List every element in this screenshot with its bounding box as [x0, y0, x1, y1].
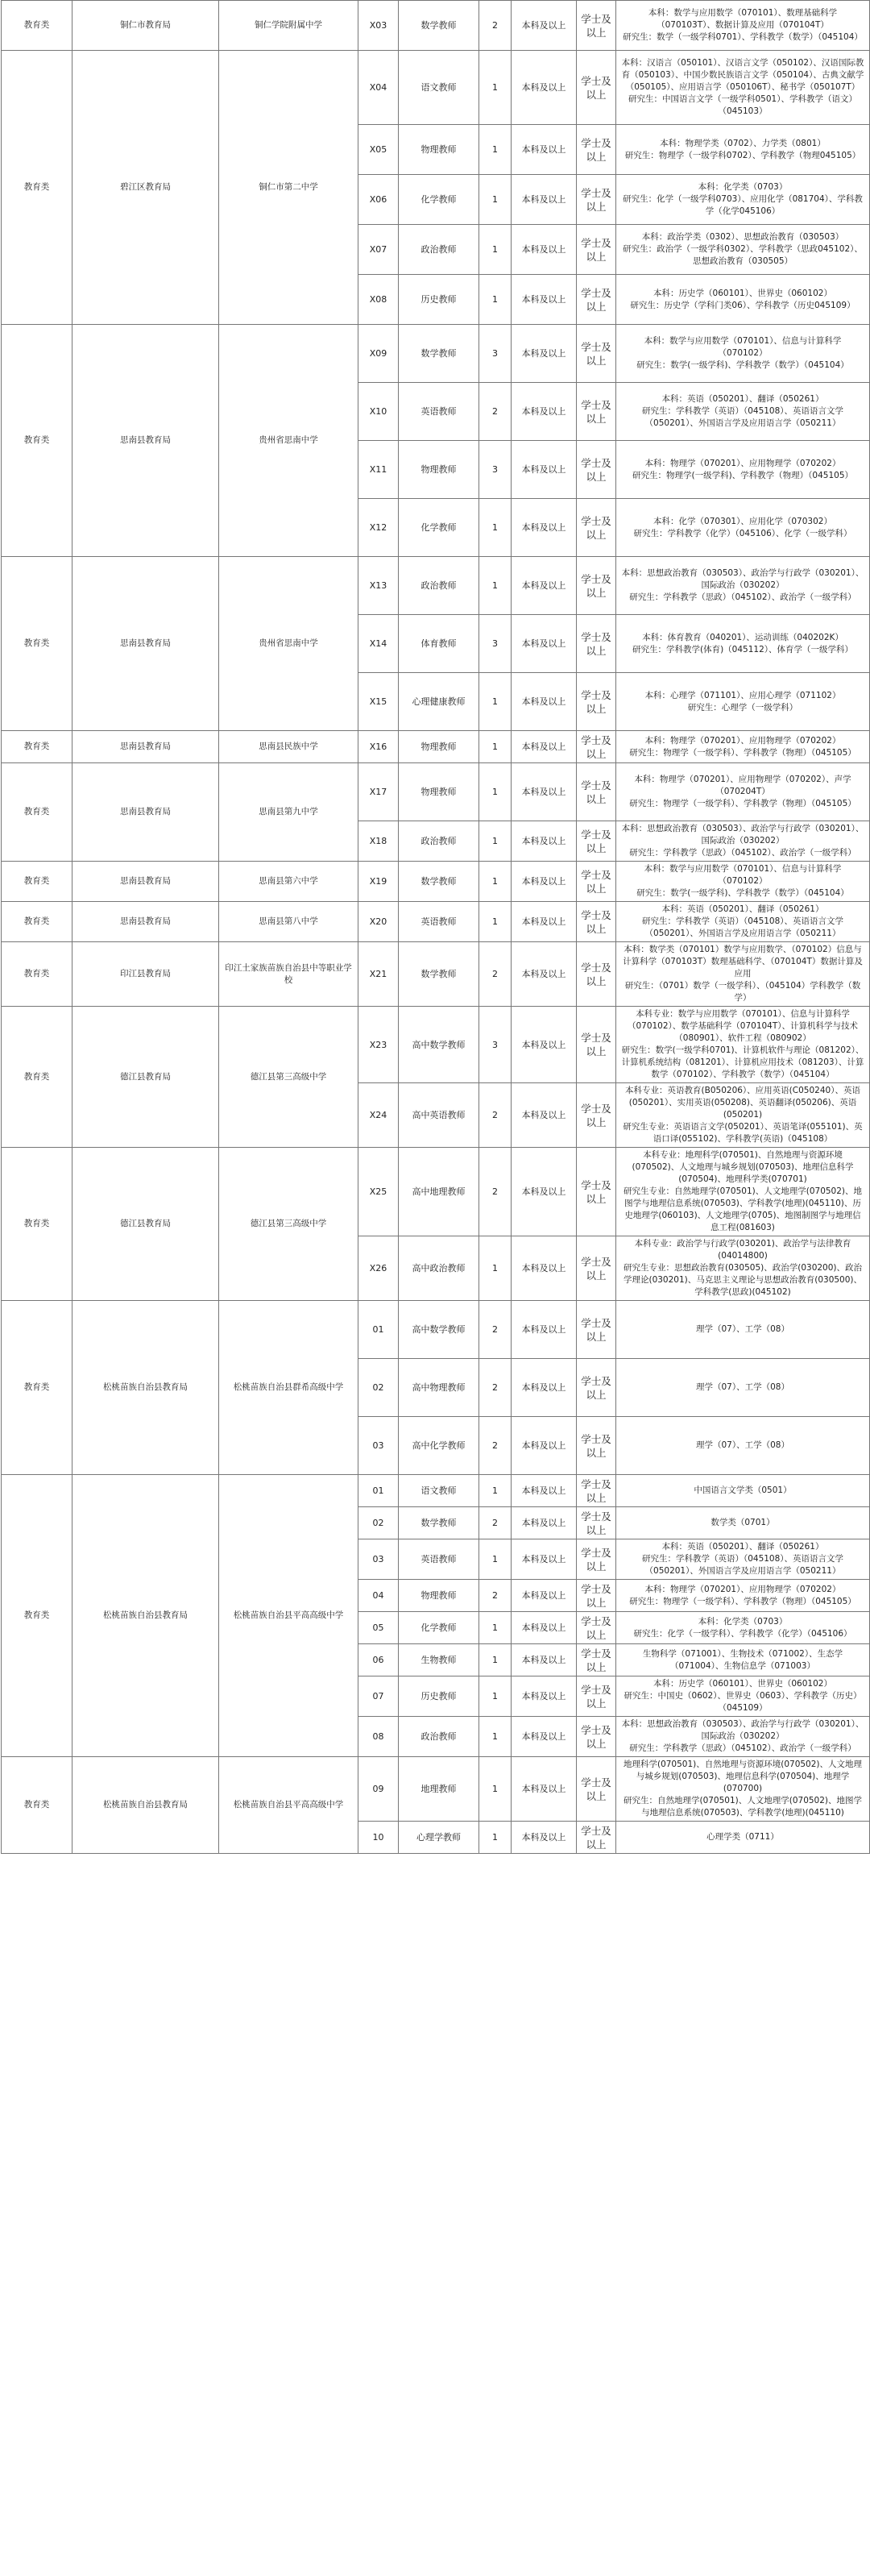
table-body — [2, 1, 870, 1854]
department-cell: 德江县教育局 — [72, 1007, 219, 1148]
post-code-cell: X20 — [358, 902, 399, 942]
count-cell: 1 — [479, 275, 512, 325]
department-cell: 德江县教育局 — [72, 1148, 219, 1301]
category-cell: 教育类 — [2, 1148, 72, 1301]
major-cell: 本科：政治学类（0302）、思想政治教育（030503） 研究生：政治学（一级学科0302）、学科教学（思政045102）、思想政治教育（030505） — [616, 225, 870, 275]
degree-cell: 学士及以上 — [577, 1580, 616, 1612]
degree-cell: 学士及以上 — [577, 51, 616, 125]
degree-cell: 学士及以上 — [577, 557, 616, 615]
major-cell: 本科专业：英语教育(B050206）、应用英语(C050240）、英语(050201）、实用英语(050208)、英语翻译(050206)、英语(050201) 研究生专业：英语语言文学(050201）、英语笔译(055101)、英语口译(055102)、学科教学(英语)（045108） — [616, 1083, 870, 1148]
post-name-cell: 历史教师 — [399, 1676, 479, 1717]
post-code-cell: X17 — [358, 763, 399, 821]
count-cell: 1 — [479, 557, 512, 615]
major-cell: 本科：心理学（071101）、应用心理学（071102） 研究生：心理学（一级学科） — [616, 673, 870, 731]
degree-cell: 学士及以上 — [577, 821, 616, 862]
education-cell: 本科及以上 — [512, 1507, 577, 1539]
major-cell: 本科：思想政治教育（030503）、政治学与行政学（030201）、国际政治（030202） 研究生：学科教学（思政）（045102）、政治学（一级学科） — [616, 557, 870, 615]
post-code-cell: X03 — [358, 1, 399, 51]
post-name-cell: 数学教师 — [399, 325, 479, 383]
table-row — [2, 1757, 870, 1822]
education-cell: 本科及以上 — [512, 557, 577, 615]
post-code-cell: X13 — [358, 557, 399, 615]
category-cell: 教育类 — [2, 1757, 72, 1854]
table-row — [2, 763, 870, 821]
department-cell: 思南县教育局 — [72, 763, 219, 862]
major-cell: 理学（07）、工学（08） — [616, 1359, 870, 1417]
post-code-cell: X24 — [358, 1083, 399, 1148]
count-cell: 1 — [479, 862, 512, 902]
major-cell: 本科：汉语言（050101）、汉语言文学（050102）、汉语国际教育（050103）、中国少数民族语言文学（050104）、古典文献学（050105）、应用语言学（050106T）、秘书学（050107T） 研究生：中国语言文学（一级学科0501）、学科教学（语文）（045103） — [616, 51, 870, 125]
count-cell: 2 — [479, 1083, 512, 1148]
unit-cell: 贵州省思南中学 — [219, 325, 358, 557]
degree-cell: 学士及以上 — [577, 1507, 616, 1539]
degree-cell: 学士及以上 — [577, 1007, 616, 1083]
post-code-cell: X10 — [358, 383, 399, 441]
degree-cell: 学士及以上 — [577, 1644, 616, 1676]
major-cell: 本科：数学类（070101）数学与应用数学、（070102）信息与计算科学（070103T）数理基础科学、（070104T）数据计算及应用 研究生：（0701）数学（一级学科）、（045104）学科教学（数学） — [616, 942, 870, 1007]
post-code-cell: 01 — [358, 1475, 399, 1507]
count-cell: 1 — [479, 821, 512, 862]
education-cell: 本科及以上 — [512, 51, 577, 125]
post-code-cell: X05 — [358, 125, 399, 175]
count-cell: 1 — [479, 673, 512, 731]
degree-cell: 学士及以上 — [577, 862, 616, 902]
post-code-cell: 03 — [358, 1417, 399, 1475]
category-cell: 教育类 — [2, 902, 72, 942]
count-cell: 1 — [479, 1475, 512, 1507]
major-cell: 本科：英语（050201）、翻译（050261） 研究生：学科教学（英语）（045108）、英语语言文学（050201）、外国语言学及应用语言学（050211） — [616, 1539, 870, 1580]
education-cell: 本科及以上 — [512, 1, 577, 51]
major-cell: 地理科学(070501)、自然地理与资源环境(070502)、人文地理与城乡规划(070503)、地理信息科学(070504)、地理学(070700) 研究生：自然地理学(070501)、人文地理学(070502)、地图学与地理信息系统(070503)、学科教学(地理)(045110) — [616, 1757, 870, 1822]
degree-cell: 学士及以上 — [577, 763, 616, 821]
major-cell: 本科：体育教育（040201）、运动训练（040202K） 研究生：学科教学(体育)（045112）、体育学（一级学科） — [616, 615, 870, 673]
post-code-cell: 07 — [358, 1676, 399, 1717]
count-cell: 1 — [479, 902, 512, 942]
major-cell: 数学类（0701） — [616, 1507, 870, 1539]
category-cell: 教育类 — [2, 862, 72, 902]
post-name-cell: 政治教师 — [399, 821, 479, 862]
count-cell: 2 — [479, 1507, 512, 1539]
major-cell: 本科：物理学（070201）、应用物理学（070202） 研究生：物理学(一级学科)、学科教学（物理）（045105） — [616, 441, 870, 499]
major-cell: 本科：数学与应用数学（070101）、信息与计算科学（070102） 研究生：数学(一级学科)、学科教学（数学）（045104） — [616, 862, 870, 902]
post-code-cell: 09 — [358, 1757, 399, 1822]
table-row — [2, 731, 870, 763]
major-cell: 本科：英语（050201）、翻译（050261） 研究生：学科教学（英语）（045108）、英语语言文学（050201）、外国语言学及应用语言学（050211） — [616, 902, 870, 942]
degree-cell: 学士及以上 — [577, 1301, 616, 1359]
education-cell: 本科及以上 — [512, 175, 577, 225]
degree-cell: 学士及以上 — [577, 902, 616, 942]
post-name-cell: 数学教师 — [399, 1507, 479, 1539]
count-cell: 1 — [479, 175, 512, 225]
department-cell: 思南县教育局 — [72, 862, 219, 902]
category-cell: 教育类 — [2, 51, 72, 325]
degree-cell: 学士及以上 — [577, 1359, 616, 1417]
post-name-cell: 高中数学教师 — [399, 1007, 479, 1083]
degree-cell: 学士及以上 — [577, 499, 616, 557]
post-code-cell: X06 — [358, 175, 399, 225]
unit-cell: 铜仁市第二中学 — [219, 51, 358, 325]
unit-cell: 思南县第九中学 — [219, 763, 358, 862]
degree-cell: 学士及以上 — [577, 615, 616, 673]
post-name-cell: 化学教师 — [399, 499, 479, 557]
education-cell: 本科及以上 — [512, 902, 577, 942]
count-cell: 3 — [479, 325, 512, 383]
post-code-cell: X25 — [358, 1148, 399, 1236]
table-row — [2, 325, 870, 383]
unit-cell: 贵州省思南中学 — [219, 557, 358, 731]
table-row — [2, 1148, 870, 1236]
unit-cell: 松桃苗族自治县平高高级中学 — [219, 1475, 358, 1757]
post-name-cell: 语文教师 — [399, 51, 479, 125]
degree-cell: 学士及以上 — [577, 383, 616, 441]
count-cell: 1 — [479, 1539, 512, 1580]
department-cell: 印江县教育局 — [72, 942, 219, 1007]
count-cell: 1 — [479, 731, 512, 763]
post-name-cell: 高中政治教师 — [399, 1236, 479, 1301]
count-cell: 1 — [479, 125, 512, 175]
count-cell: 2 — [479, 383, 512, 441]
post-code-cell: X04 — [358, 51, 399, 125]
education-cell: 本科及以上 — [512, 1822, 577, 1854]
major-cell: 生物科学（071001）、生物技术（071002）、生态学（071004）、生物信息学（071003） — [616, 1644, 870, 1676]
count-cell: 1 — [479, 1717, 512, 1757]
count-cell: 2 — [479, 1, 512, 51]
degree-cell: 学士及以上 — [577, 125, 616, 175]
count-cell: 1 — [479, 499, 512, 557]
post-code-cell: X15 — [358, 673, 399, 731]
post-code-cell: 01 — [358, 1301, 399, 1359]
post-code-cell: X26 — [358, 1236, 399, 1301]
education-cell: 本科及以上 — [512, 1148, 577, 1236]
post-code-cell: X07 — [358, 225, 399, 275]
post-code-cell: 05 — [358, 1612, 399, 1644]
education-cell: 本科及以上 — [512, 1475, 577, 1507]
count-cell: 2 — [479, 1580, 512, 1612]
education-cell: 本科及以上 — [512, 1539, 577, 1580]
major-cell: 本科：化学类（0703） 研究生：化学（一级学科0703）、应用化学（081704）、学科教学（化学045106） — [616, 175, 870, 225]
post-code-cell: X11 — [358, 441, 399, 499]
unit-cell: 德江县第三高级中学 — [219, 1148, 358, 1301]
education-cell: 本科及以上 — [512, 1359, 577, 1417]
degree-cell: 学士及以上 — [577, 1475, 616, 1507]
degree-cell: 学士及以上 — [577, 1236, 616, 1301]
category-cell: 教育类 — [2, 1, 72, 51]
education-cell: 本科及以上 — [512, 1301, 577, 1359]
major-cell: 本科：化学（070301）、应用化学（070302） 研究生：学科教学（化学）（045106）、化学（一级学科） — [616, 499, 870, 557]
unit-cell: 思南县第八中学 — [219, 902, 358, 942]
post-name-cell: 物理教师 — [399, 763, 479, 821]
category-cell: 教育类 — [2, 763, 72, 862]
unit-cell: 思南县第六中学 — [219, 862, 358, 902]
degree-cell: 学士及以上 — [577, 1822, 616, 1854]
department-cell: 思南县教育局 — [72, 557, 219, 731]
major-cell: 本科：历史学（060101）、世界史（060102） 研究生：中国史（0602）、世界史（0603）、学科教学（历史）（045109） — [616, 1676, 870, 1717]
post-name-cell: 高中地理教师 — [399, 1148, 479, 1236]
post-code-cell: X16 — [358, 731, 399, 763]
major-cell: 本科：化学类（0703） 研究生：化学（一级学科）、学科教学（化学）（045106） — [616, 1612, 870, 1644]
table-row — [2, 1475, 870, 1507]
degree-cell: 学士及以上 — [577, 1757, 616, 1822]
department-cell: 松桃苗族自治县教育局 — [72, 1301, 219, 1475]
post-name-cell: 心理健康教师 — [399, 673, 479, 731]
major-cell: 理学（07）、工学（08） — [616, 1417, 870, 1475]
post-name-cell: 语文教师 — [399, 1475, 479, 1507]
post-code-cell: 08 — [358, 1717, 399, 1757]
major-cell: 中国语言文学类（0501） — [616, 1475, 870, 1507]
education-cell: 本科及以上 — [512, 1083, 577, 1148]
category-cell: 教育类 — [2, 731, 72, 763]
count-cell: 2 — [479, 942, 512, 1007]
department-cell: 思南县教育局 — [72, 902, 219, 942]
post-name-cell: 高中英语教师 — [399, 1083, 479, 1148]
count-cell: 1 — [479, 51, 512, 125]
unit-cell: 铜仁学院附属中学 — [219, 1, 358, 51]
education-cell: 本科及以上 — [512, 325, 577, 383]
count-cell: 1 — [479, 1676, 512, 1717]
count-cell: 1 — [479, 1236, 512, 1301]
post-name-cell: 生物教师 — [399, 1644, 479, 1676]
education-cell: 本科及以上 — [512, 1580, 577, 1612]
major-cell: 心理学类（0711） — [616, 1822, 870, 1854]
department-cell: 松桃苗族自治县教育局 — [72, 1475, 219, 1757]
major-cell: 本科专业：政治学与行政学(030201)、政治学与法律教育(04014800) 研究生专业：思想政治教育(030505)、政治学(030200)、政治学理论(030201)、马克思主义理论与思想政治教育(030500)、学科教学(思政)(045102) — [616, 1236, 870, 1301]
unit-cell: 思南县民族中学 — [219, 731, 358, 763]
count-cell: 2 — [479, 1359, 512, 1417]
post-code-cell: 10 — [358, 1822, 399, 1854]
unit-cell: 印江土家族苗族自治县中等职业学校 — [219, 942, 358, 1007]
degree-cell: 学士及以上 — [577, 225, 616, 275]
table-row — [2, 1, 870, 51]
count-cell: 1 — [479, 1644, 512, 1676]
major-cell: 理学（07）、工学（08） — [616, 1301, 870, 1359]
post-name-cell: 化学教师 — [399, 175, 479, 225]
post-code-cell: X23 — [358, 1007, 399, 1083]
major-cell: 本科：数学与应用数学（070101）、信息与计算科学（070102） 研究生：数学(一级学科)、学科教学（数学）（045104） — [616, 325, 870, 383]
degree-cell: 学士及以上 — [577, 1717, 616, 1757]
education-cell: 本科及以上 — [512, 1236, 577, 1301]
degree-cell: 学士及以上 — [577, 325, 616, 383]
degree-cell: 学士及以上 — [577, 1417, 616, 1475]
education-cell: 本科及以上 — [512, 1612, 577, 1644]
table-row — [2, 942, 870, 1007]
department-cell: 铜仁市教育局 — [72, 1, 219, 51]
post-name-cell: 政治教师 — [399, 1717, 479, 1757]
degree-cell: 学士及以上 — [577, 1676, 616, 1717]
post-name-cell: 化学教师 — [399, 1612, 479, 1644]
education-cell: 本科及以上 — [512, 383, 577, 441]
education-cell: 本科及以上 — [512, 731, 577, 763]
education-cell: 本科及以上 — [512, 942, 577, 1007]
major-cell: 本科：物理学（070201）、应用物理学（070202）、声学（070204T） 研究生：物理学（一级学科）、学科教学（物理）（045105） — [616, 763, 870, 821]
post-name-cell: 英语教师 — [399, 902, 479, 942]
post-name-cell: 物理教师 — [399, 731, 479, 763]
category-cell: 教育类 — [2, 1475, 72, 1757]
count-cell: 1 — [479, 225, 512, 275]
post-name-cell: 政治教师 — [399, 557, 479, 615]
post-name-cell: 数学教师 — [399, 862, 479, 902]
education-cell: 本科及以上 — [512, 1717, 577, 1757]
department-cell: 思南县教育局 — [72, 325, 219, 557]
count-cell: 3 — [479, 615, 512, 673]
department-cell: 松桃苗族自治县教育局 — [72, 1757, 219, 1854]
department-cell: 思南县教育局 — [72, 731, 219, 763]
education-cell: 本科及以上 — [512, 673, 577, 731]
post-name-cell: 高中物理教师 — [399, 1359, 479, 1417]
education-cell: 本科及以上 — [512, 763, 577, 821]
post-code-cell: 02 — [358, 1359, 399, 1417]
department-cell: 碧江区教育局 — [72, 51, 219, 325]
category-cell: 教育类 — [2, 1007, 72, 1148]
post-code-cell: X12 — [358, 499, 399, 557]
category-cell: 教育类 — [2, 1301, 72, 1475]
post-name-cell: 体育教师 — [399, 615, 479, 673]
major-cell: 本科：思想政治教育（030503）、政治学与行政学（030201）、国际政治（030202） 研究生：学科教学（思政）（045102）、政治学（一级学科） — [616, 821, 870, 862]
major-cell: 本科：物理学（070201）、应用物理学（070202） 研究生：物理学（一级学科）、学科教学（物理）（045105） — [616, 731, 870, 763]
post-code-cell: X08 — [358, 275, 399, 325]
table-row — [2, 51, 870, 125]
major-cell: 本科专业：数学与应用数学（070101）、信息与计算科学（070102）、数学基础科学（070104T）、计算机科学与技术（080901）、软件工程（080902） 研究生：数学(一级学科0701)、计算机软件与理论（081202）、计算机系统结构（081201）、计算机应用技术（081203）、计算数学（070102）、学科教学（数学）（045104） — [616, 1007, 870, 1083]
education-cell: 本科及以上 — [512, 1417, 577, 1475]
education-cell: 本科及以上 — [512, 225, 577, 275]
post-code-cell: X18 — [358, 821, 399, 862]
degree-cell: 学士及以上 — [577, 175, 616, 225]
count-cell: 2 — [479, 1148, 512, 1236]
table-row — [2, 1301, 870, 1359]
post-name-cell: 物理教师 — [399, 125, 479, 175]
degree-cell: 学士及以上 — [577, 673, 616, 731]
major-cell: 本科：思想政治教育（030503）、政治学与行政学（030201）、国际政治（030202） 研究生：学科教学（思政）（045102）、政治学（一级学科） — [616, 1717, 870, 1757]
education-cell: 本科及以上 — [512, 499, 577, 557]
post-name-cell: 高中化学教师 — [399, 1417, 479, 1475]
category-cell: 教育类 — [2, 325, 72, 557]
post-name-cell: 心理学教师 — [399, 1822, 479, 1854]
post-name-cell: 政治教师 — [399, 225, 479, 275]
major-cell: 本科：物理学（070201）、应用物理学（070202） 研究生：物理学（一级学科）、学科教学（物理）（045105） — [616, 1580, 870, 1612]
education-cell: 本科及以上 — [512, 125, 577, 175]
post-name-cell: 物理教师 — [399, 1580, 479, 1612]
post-code-cell: 06 — [358, 1644, 399, 1676]
count-cell: 2 — [479, 1301, 512, 1359]
category-cell: 教育类 — [2, 557, 72, 731]
table-row — [2, 557, 870, 615]
education-cell: 本科及以上 — [512, 441, 577, 499]
degree-cell: 学士及以上 — [577, 731, 616, 763]
major-cell: 本科专业：地理科学(070501)、自然地理与资源环境(070502)、人文地理与城乡规划(070503)、地理信息科学(070504)、地理科学类(070701) 研究生专业：自然地理学(070501)、人文地理学(070502)、地图学与地理信息系统(070503)、学科教学(地理)(045110)、历史地理学(060103)、人文地理学(0705)、地图制图学与地理信息工程(081603) — [616, 1148, 870, 1236]
post-code-cell: X09 — [358, 325, 399, 383]
count-cell: 2 — [479, 1417, 512, 1475]
table-row — [2, 1007, 870, 1083]
recruitment-table — [1, 0, 870, 1854]
count-cell: 1 — [479, 1612, 512, 1644]
post-name-cell: 数学教师 — [399, 1, 479, 51]
education-cell: 本科及以上 — [512, 862, 577, 902]
count-cell: 1 — [479, 1757, 512, 1822]
post-code-cell: 04 — [358, 1580, 399, 1612]
major-cell: 本科：数学与应用数学（070101）、数理基础科学（070103T）、数据计算及应用（070104T） 研究生：数学（一级学科0701）、学科教学（数学）（045104） — [616, 1, 870, 51]
education-cell: 本科及以上 — [512, 1676, 577, 1717]
category-cell: 教育类 — [2, 942, 72, 1007]
major-cell: 本科：英语（050201）、翻译（050261） 研究生：学科教学（英语）（045108）、英语语言文学（050201）、外国语言学及应用语言学（050211） — [616, 383, 870, 441]
post-code-cell: X14 — [358, 615, 399, 673]
degree-cell: 学士及以上 — [577, 1148, 616, 1236]
post-name-cell: 数学教师 — [399, 942, 479, 1007]
table-row — [2, 902, 870, 942]
unit-cell: 德江县第三高级中学 — [219, 1007, 358, 1148]
degree-cell: 学士及以上 — [577, 441, 616, 499]
post-name-cell: 地理教师 — [399, 1757, 479, 1822]
degree-cell: 学士及以上 — [577, 942, 616, 1007]
degree-cell: 学士及以上 — [577, 275, 616, 325]
post-name-cell: 英语教师 — [399, 383, 479, 441]
education-cell: 本科及以上 — [512, 615, 577, 673]
degree-cell: 学士及以上 — [577, 1, 616, 51]
education-cell: 本科及以上 — [512, 275, 577, 325]
post-code-cell: 02 — [358, 1507, 399, 1539]
post-name-cell: 英语教师 — [399, 1539, 479, 1580]
post-code-cell: 03 — [358, 1539, 399, 1580]
post-name-cell: 高中数学教师 — [399, 1301, 479, 1359]
count-cell: 1 — [479, 763, 512, 821]
post-code-cell: X19 — [358, 862, 399, 902]
education-cell: 本科及以上 — [512, 1757, 577, 1822]
count-cell: 3 — [479, 1007, 512, 1083]
degree-cell: 学士及以上 — [577, 1083, 616, 1148]
education-cell: 本科及以上 — [512, 821, 577, 862]
post-name-cell: 历史教师 — [399, 275, 479, 325]
count-cell: 3 — [479, 441, 512, 499]
post-code-cell: X21 — [358, 942, 399, 1007]
unit-cell: 松桃苗族自治县平高高级中学 — [219, 1757, 358, 1854]
major-cell: 本科：物理学类（0702）、力学类（0801） 研究生：物理学（一级学科0702）、学科教学（物理045105） — [616, 125, 870, 175]
major-cell: 本科：历史学（060101）、世界史（060102） 研究生：历史学（学科门类06）、学科教学（历史045109） — [616, 275, 870, 325]
degree-cell: 学士及以上 — [577, 1539, 616, 1580]
table-row — [2, 862, 870, 902]
post-name-cell: 物理教师 — [399, 441, 479, 499]
count-cell: 1 — [479, 1822, 512, 1854]
degree-cell: 学士及以上 — [577, 1612, 616, 1644]
education-cell: 本科及以上 — [512, 1644, 577, 1676]
unit-cell: 松桃苗族自治县群希高级中学 — [219, 1301, 358, 1475]
education-cell: 本科及以上 — [512, 1007, 577, 1083]
